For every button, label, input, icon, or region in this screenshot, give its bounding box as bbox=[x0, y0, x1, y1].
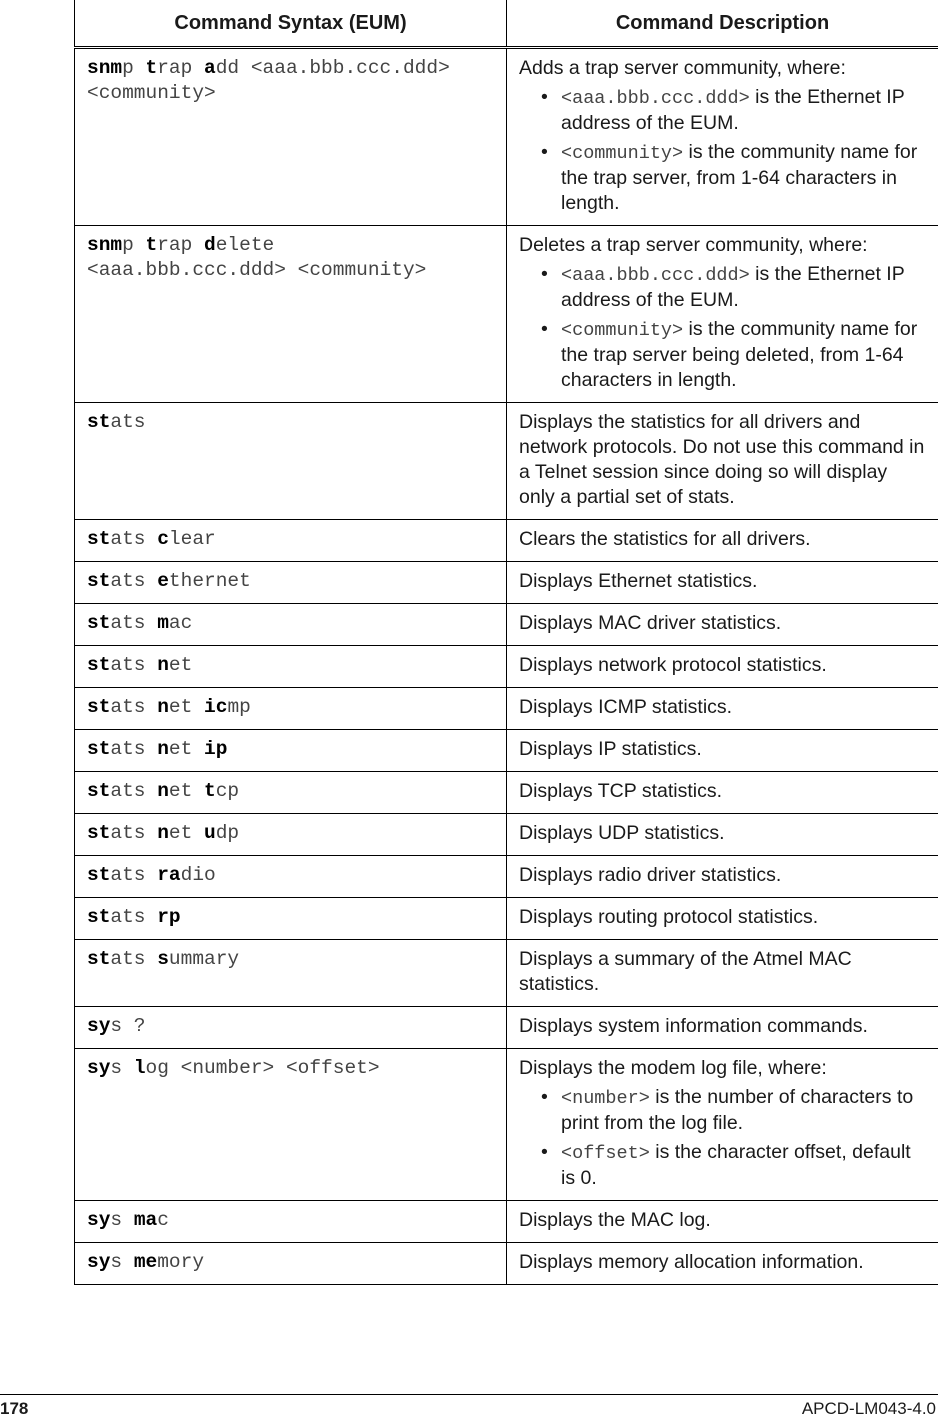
syntax-abbrev: st bbox=[87, 864, 110, 886]
syntax-abbrev: ip bbox=[204, 738, 227, 760]
syntax-rest: ats bbox=[110, 570, 157, 592]
command-syntax bbox=[75, 898, 507, 940]
parameter-code: <aaa.bbb.ccc.ddd> bbox=[561, 265, 750, 286]
description-text: Displays MAC driver statistics. bbox=[519, 611, 926, 636]
syntax-rest: et bbox=[169, 780, 204, 802]
syntax-abbrev: st bbox=[87, 780, 110, 802]
table-row bbox=[75, 688, 938, 730]
command-syntax bbox=[75, 772, 507, 814]
table-row bbox=[75, 940, 938, 1007]
syntax-abbrev: sy bbox=[87, 1057, 110, 1079]
syntax-abbrev: ma bbox=[134, 1209, 157, 1231]
syntax-rest: s bbox=[110, 1251, 133, 1273]
command-syntax bbox=[75, 856, 507, 898]
description-text: Displays the MAC log. bbox=[519, 1208, 926, 1233]
syntax-rest: mp bbox=[227, 696, 250, 718]
description-text: Adds a trap server community, where: bbox=[519, 56, 926, 81]
syntax-rest: dp bbox=[216, 822, 239, 844]
syntax-abbrev: t bbox=[204, 780, 216, 802]
description-text: Displays the modem log file, where: bbox=[519, 1056, 926, 1081]
command-description bbox=[507, 1243, 938, 1285]
syntax-rest: c bbox=[157, 1209, 169, 1231]
syntax-abbrev: snm bbox=[87, 57, 122, 79]
syntax-abbrev: sy bbox=[87, 1251, 110, 1273]
syntax-abbrev: st bbox=[87, 411, 110, 433]
syntax-rest: et bbox=[169, 654, 192, 676]
syntax-rest: lear bbox=[169, 528, 216, 550]
syntax-rest: ats bbox=[110, 822, 157, 844]
description-text: Displays routing protocol statistics. bbox=[519, 905, 926, 930]
syntax-abbrev: n bbox=[157, 738, 169, 760]
parameter-code: <offset> bbox=[561, 1143, 650, 1164]
syntax-rest: dd <aaa.bbb.ccc.ddd> <community> bbox=[87, 57, 450, 104]
command-syntax bbox=[75, 1007, 507, 1049]
syntax-abbrev: sy bbox=[87, 1015, 110, 1037]
command-description bbox=[507, 1201, 938, 1243]
command-syntax bbox=[75, 562, 507, 604]
command-description bbox=[507, 226, 938, 403]
syntax-abbrev: m bbox=[157, 612, 169, 634]
syntax-abbrev: st bbox=[87, 948, 110, 970]
syntax-rest: ats bbox=[110, 864, 157, 886]
command-description bbox=[507, 1049, 938, 1201]
command-description bbox=[507, 48, 938, 226]
syntax-rest: ats bbox=[110, 780, 157, 802]
syntax-abbrev: s bbox=[157, 948, 169, 970]
command-syntax bbox=[75, 520, 507, 562]
syntax-abbrev: st bbox=[87, 654, 110, 676]
syntax-rest: ats bbox=[110, 696, 157, 718]
command-syntax bbox=[75, 730, 507, 772]
syntax-abbrev: rp bbox=[157, 906, 180, 928]
syntax-rest: ats bbox=[110, 948, 157, 970]
syntax-abbrev: snm bbox=[87, 234, 122, 256]
description-text: Displays Ethernet statistics. bbox=[519, 569, 926, 594]
bullet-text: is the community name for the trap server, from 1-64 characters in length. bbox=[561, 141, 917, 214]
table-row bbox=[75, 226, 938, 403]
syntax-abbrev: n bbox=[157, 822, 169, 844]
syntax-rest: ats bbox=[110, 528, 157, 550]
table-row bbox=[75, 520, 938, 562]
command-description bbox=[507, 772, 938, 814]
syntax-abbrev: t bbox=[146, 234, 158, 256]
description-text: Displays ICMP statistics. bbox=[519, 695, 926, 720]
syntax-rest: rap bbox=[157, 57, 204, 79]
syntax-abbrev: n bbox=[157, 654, 169, 676]
bullet-text: is the Ethernet IP address of the EUM. bbox=[561, 86, 904, 134]
table-row bbox=[75, 562, 938, 604]
table-row bbox=[75, 814, 938, 856]
parameter-code: <community> bbox=[561, 320, 683, 341]
table-row bbox=[75, 1201, 938, 1243]
table-body bbox=[75, 48, 938, 1285]
syntax-rest: ats bbox=[110, 612, 157, 634]
command-description bbox=[507, 562, 938, 604]
table-row bbox=[75, 730, 938, 772]
table-row bbox=[75, 772, 938, 814]
syntax-rest: ats bbox=[110, 738, 157, 760]
syntax-abbrev: u bbox=[204, 822, 216, 844]
command-syntax bbox=[75, 1243, 507, 1285]
command-description bbox=[507, 403, 938, 520]
parameter-code: <community> bbox=[561, 143, 683, 164]
syntax-abbrev: ra bbox=[157, 864, 180, 886]
bullet-item bbox=[519, 140, 926, 216]
document-id: APCD-LM043-4.0 bbox=[802, 1399, 936, 1419]
command-syntax bbox=[75, 226, 507, 403]
bullet-text: is the community name for the trap server being deleted, from 1-64 characters in length. bbox=[561, 318, 917, 391]
command-description bbox=[507, 688, 938, 730]
command-syntax bbox=[75, 1201, 507, 1243]
syntax-rest: dio bbox=[181, 864, 216, 886]
syntax-abbrev: st bbox=[87, 528, 110, 550]
description-text: Displays memory allocation information. bbox=[519, 1250, 926, 1275]
table-row bbox=[75, 1243, 938, 1285]
syntax-abbrev: c bbox=[157, 528, 169, 550]
description-text: Displays a summary of the Atmel MAC statistics. bbox=[519, 947, 926, 997]
description-text: Displays radio driver statistics. bbox=[519, 863, 926, 888]
syntax-rest: mory bbox=[157, 1251, 204, 1273]
table-row bbox=[75, 1049, 938, 1201]
page-number: 178 bbox=[0, 1399, 28, 1419]
syntax-abbrev: st bbox=[87, 696, 110, 718]
table-row bbox=[75, 48, 938, 226]
syntax-rest: elete <aaa.bbb.ccc.ddd> <community> bbox=[87, 234, 426, 281]
syntax-rest: p bbox=[122, 234, 145, 256]
bullet-item bbox=[519, 1085, 926, 1136]
command-syntax bbox=[75, 688, 507, 730]
command-description bbox=[507, 856, 938, 898]
bullet-text: is the number of characters to print from the log file. bbox=[561, 1086, 913, 1134]
description-text: Displays TCP statistics. bbox=[519, 779, 926, 804]
header-syntax: Command Syntax (EUM) bbox=[75, 0, 507, 48]
bullet-item bbox=[519, 1140, 926, 1191]
table-row bbox=[75, 856, 938, 898]
syntax-rest: ats bbox=[110, 654, 157, 676]
page-footer bbox=[0, 1394, 938, 1419]
description-text: Displays system information commands. bbox=[519, 1014, 926, 1039]
command-description bbox=[507, 898, 938, 940]
description-text: Displays IP statistics. bbox=[519, 737, 926, 762]
syntax-abbrev: e bbox=[157, 570, 169, 592]
syntax-rest: cp bbox=[216, 780, 239, 802]
syntax-abbrev: st bbox=[87, 822, 110, 844]
syntax-rest: s bbox=[110, 1057, 133, 1079]
command-syntax bbox=[75, 403, 507, 520]
bullet-item bbox=[519, 262, 926, 313]
description-text: Displays the statistics for all drivers and network protocols. Do not use this command in a Telnet session since doing so will display only a partial set of stats. bbox=[519, 410, 926, 510]
bullet-item bbox=[519, 317, 926, 393]
table-row bbox=[75, 403, 938, 520]
command-description bbox=[507, 730, 938, 772]
command-table bbox=[74, 0, 938, 1285]
table-row bbox=[75, 604, 938, 646]
syntax-abbrev: n bbox=[157, 696, 169, 718]
syntax-abbrev: me bbox=[134, 1251, 157, 1273]
syntax-abbrev: n bbox=[157, 780, 169, 802]
syntax-abbrev: st bbox=[87, 570, 110, 592]
syntax-rest: ac bbox=[169, 612, 192, 634]
table-row bbox=[75, 898, 938, 940]
syntax-abbrev: st bbox=[87, 612, 110, 634]
syntax-rest: et bbox=[169, 696, 204, 718]
description-text: Deletes a trap server community, where: bbox=[519, 233, 926, 258]
syntax-rest: et bbox=[169, 822, 204, 844]
syntax-abbrev: d bbox=[204, 234, 216, 256]
syntax-abbrev: st bbox=[87, 738, 110, 760]
description-text: Displays UDP statistics. bbox=[519, 821, 926, 846]
syntax-abbrev: ic bbox=[204, 696, 227, 718]
syntax-rest: og <number> <offset> bbox=[146, 1057, 380, 1079]
command-syntax bbox=[75, 814, 507, 856]
bullet-text: is the character offset, default is 0. bbox=[561, 1141, 911, 1189]
command-syntax bbox=[75, 48, 507, 226]
syntax-rest: thernet bbox=[169, 570, 251, 592]
syntax-abbrev: t bbox=[146, 57, 158, 79]
table-row bbox=[75, 1007, 938, 1049]
command-description bbox=[507, 520, 938, 562]
command-syntax bbox=[75, 604, 507, 646]
parameter-code: <number> bbox=[561, 1088, 650, 1109]
command-description bbox=[507, 1007, 938, 1049]
command-syntax bbox=[75, 940, 507, 1007]
syntax-rest: s ? bbox=[110, 1015, 145, 1037]
syntax-abbrev: sy bbox=[87, 1209, 110, 1231]
command-description bbox=[507, 604, 938, 646]
description-text: Clears the statistics for all drivers. bbox=[519, 527, 926, 552]
bullet-item bbox=[519, 85, 926, 136]
syntax-rest: ats bbox=[110, 906, 157, 928]
syntax-abbrev: l bbox=[134, 1057, 146, 1079]
command-description bbox=[507, 814, 938, 856]
table-row bbox=[75, 646, 938, 688]
syntax-rest: ummary bbox=[169, 948, 239, 970]
syntax-rest: s bbox=[110, 1209, 133, 1231]
command-description bbox=[507, 940, 938, 1007]
syntax-abbrev: a bbox=[204, 57, 216, 79]
command-syntax bbox=[75, 646, 507, 688]
syntax-rest: ats bbox=[110, 411, 145, 433]
syntax-abbrev: st bbox=[87, 906, 110, 928]
parameter-code: <aaa.bbb.ccc.ddd> bbox=[561, 88, 750, 109]
syntax-rest: p bbox=[122, 57, 145, 79]
command-syntax bbox=[75, 1049, 507, 1201]
bullet-text: is the Ethernet IP address of the EUM. bbox=[561, 263, 904, 311]
header-description: Command Description bbox=[507, 0, 938, 48]
table-header-row bbox=[75, 0, 938, 48]
command-description bbox=[507, 646, 938, 688]
description-text: Displays network protocol statistics. bbox=[519, 653, 926, 678]
syntax-rest: et bbox=[169, 738, 204, 760]
syntax-rest: rap bbox=[157, 234, 204, 256]
